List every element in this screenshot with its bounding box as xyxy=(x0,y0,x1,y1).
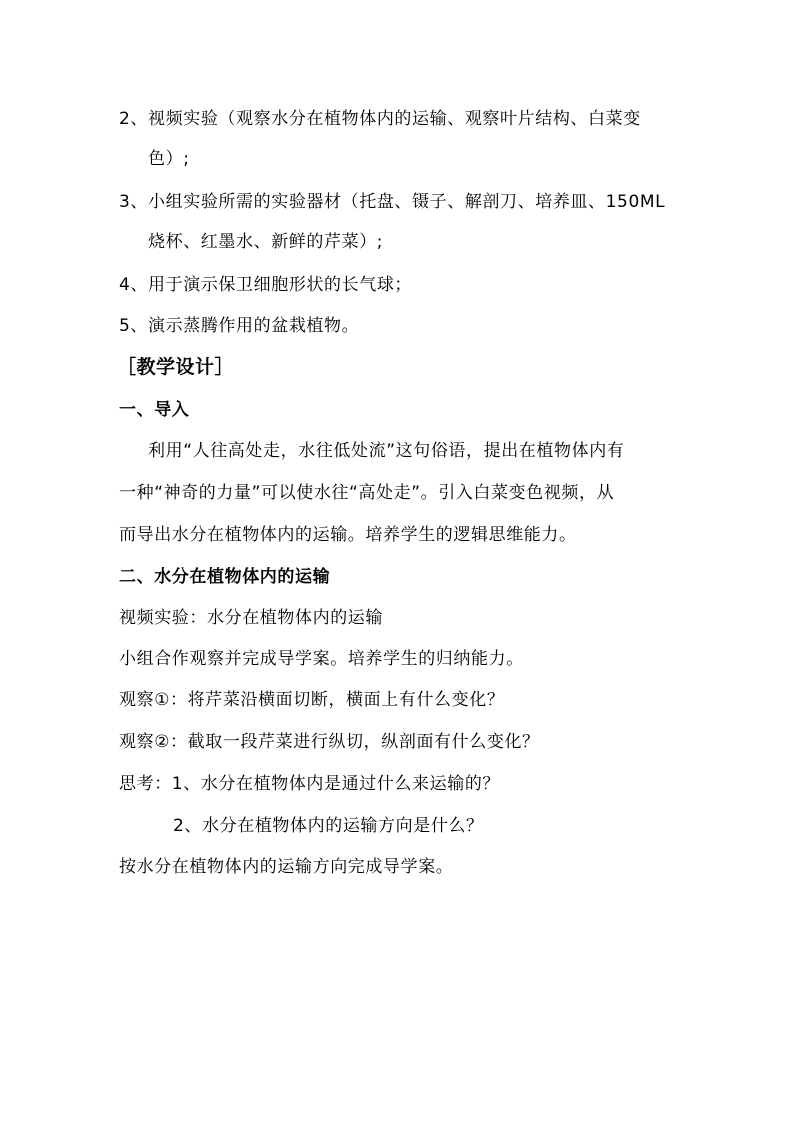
materials-item-2-line-2: 色）; xyxy=(148,149,190,169)
section-2-group-work: 小组合作观察并完成导学案。培养学生的归纳能力。 xyxy=(119,649,524,669)
materials-item-4: 4、用于演示保卫细胞形状的长气球； xyxy=(119,275,413,295)
section-1-paragraph-line-1: 利用“人往高处走，水往低处流”这句俗语，提出在植物体内有 xyxy=(148,441,625,461)
section-2-video-experiment: 视频实验：水分在植物体内的运输 xyxy=(119,608,383,628)
section-2-observation-2: 观察②：截取一段芹菜进行纵切，纵剖面有什么变化？ xyxy=(119,732,540,752)
section-1-paragraph-line-3: 而导出水分在植物体内的运输。培养学生的逻辑思维能力。 xyxy=(119,525,577,545)
materials-item-3-line-2: 烧杯、红墨水、新鲜的芹菜）; xyxy=(148,232,384,252)
section-2-observation-1: 观察①：将芹菜沿横面切断，横面上有什么变化？ xyxy=(119,690,505,710)
section-2-think-1: 思考：1、水分在植物体内是通过什么来运输的？ xyxy=(119,774,501,794)
materials-item-2-line-1: 2、视频实验（观察水分在植物体内的运输、观察叶片结构、白菜变 xyxy=(119,109,641,129)
section-2-conclusion: 按水分在植物体内的运输方向完成导学案。 xyxy=(119,857,454,877)
section-1-title: 一、导入 xyxy=(119,400,190,420)
section-2-think-2: 2、水分在植物体内的运输方向是什么？ xyxy=(173,816,484,836)
teaching-design-heading: ［教学设计］ xyxy=(117,356,235,378)
section-2-title: 二、水分在植物体内的运输 xyxy=(119,567,331,587)
materials-item-5: 5、演示蒸腾作用的盆栽植物。 xyxy=(119,316,360,336)
materials-item-3-line-1: 3、小组实验所需的实验器材（托盘、镊子、解剖刀、培养皿、150ML xyxy=(119,192,666,212)
section-1-paragraph-line-2: 一种“神奇的力量”可以使水往“高处走”。引入白菜变色视频，从 xyxy=(119,483,615,503)
